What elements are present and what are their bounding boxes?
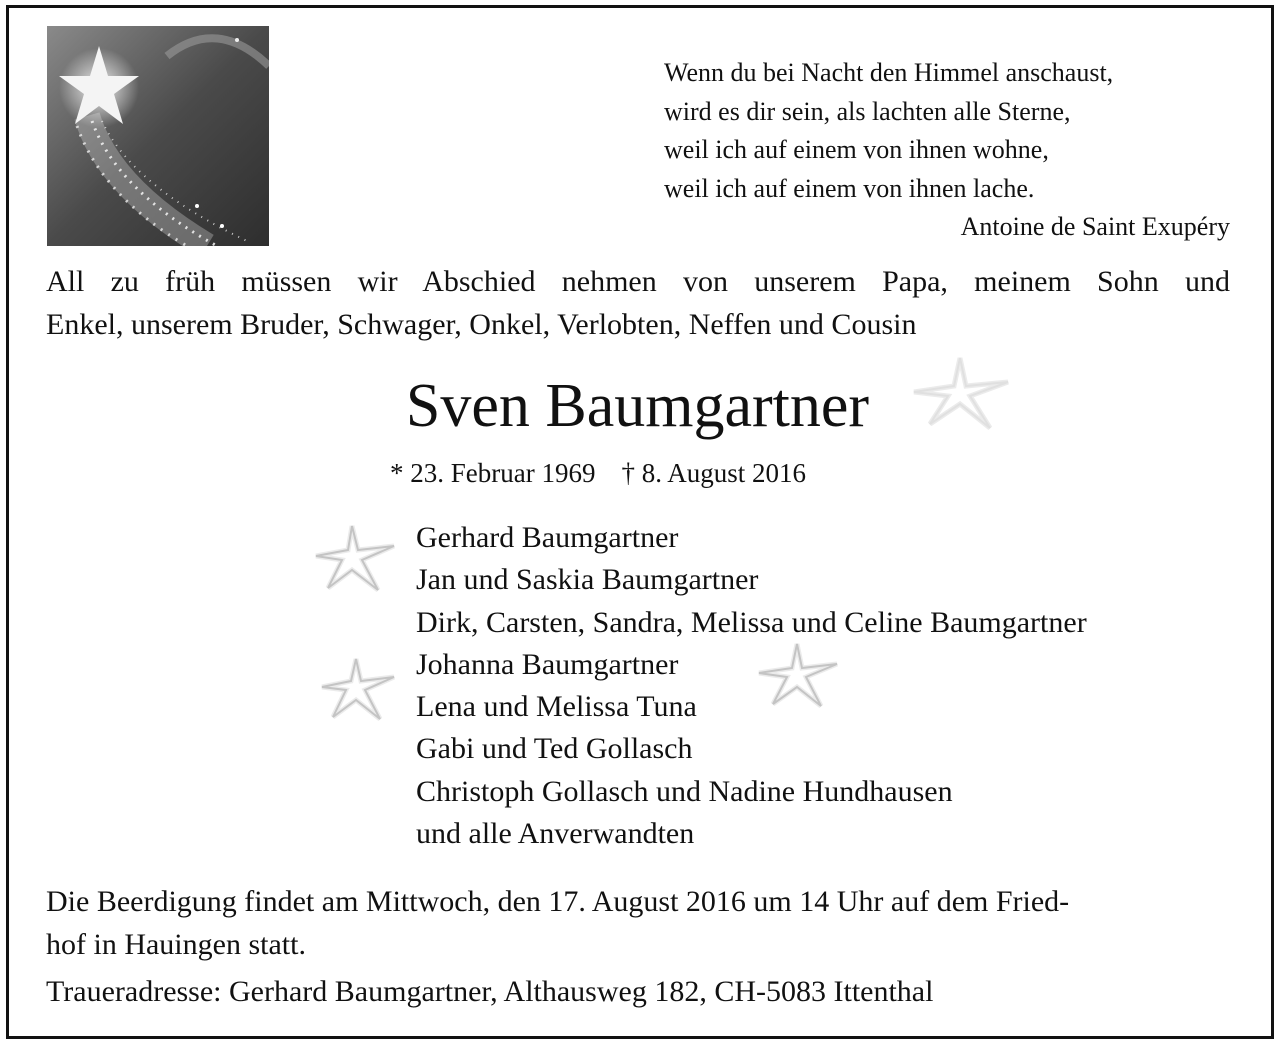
poem-line: Wenn du bei Nacht den Himmel anschaust,	[664, 58, 1114, 87]
death-date: † 8. August 2016	[621, 458, 806, 488]
poem-line: weil ich auf einem von ihnen lache.	[664, 173, 1035, 203]
mourner-entry: Gabi und Ted Gollasch	[416, 732, 693, 766]
sparkle-star-icon	[755, 640, 841, 712]
intro-line: All zu früh müssen wir Abschied nehmen von unserem Papa, meinem Sohn und	[46, 265, 1230, 298]
funeral-notice	[46, 880, 1230, 966]
mourning-address: Traueradresse: Gerhard Baumgartner, Althausweg 182, CH-5083 Ittenthal	[46, 975, 934, 1008]
sparkle-star-icon	[312, 522, 398, 596]
sparkle-star-icon	[318, 655, 398, 725]
shooting-star-photo	[47, 26, 269, 246]
mourner-entry: Dirk, Carsten, Sandra, Melissa und Celine Baumgartner	[416, 605, 1087, 639]
mourner-entry: Johanna Baumgartner	[416, 647, 679, 681]
birth-date: * 23. Februar 1969	[390, 458, 596, 488]
mourner-entry: Gerhard Baumgartner	[416, 521, 679, 554]
sparkle-star-icon	[908, 352, 1018, 436]
mourner-entry: und alle Anverwandten	[416, 817, 695, 851]
deceased-name: Sven Baumgartner	[405, 372, 870, 440]
mourner-entry: Christoph Gollasch und Nadine Hundhausen	[416, 774, 953, 808]
funeral-line: hof in Hauingen statt.	[46, 928, 306, 961]
intro-line: Enkel, unserem Bruder, Schwager, Onkel, Verlobten, Neffen und Cousin	[46, 308, 917, 341]
poem-line: wird es dir sein, als lachten alle Sterne,	[664, 96, 1071, 126]
life-dates	[390, 455, 806, 491]
intro-text	[46, 260, 1230, 346]
mourner-entry: Jan und Saskia Baumgartner	[416, 563, 759, 597]
mourner-entry: Lena und Melissa Tuna	[416, 690, 697, 724]
poem-author: Antoine de Saint Exupéry	[960, 212, 1230, 241]
poem	[664, 54, 1230, 247]
funeral-line: Die Beerdigung findet am Mittwoch, den 17. August 2016 um 14 Uhr auf dem Fried-	[46, 885, 1070, 918]
mourners-list	[416, 517, 1087, 855]
poem-line: weil ich auf einem von ihnen wohne,	[664, 135, 1049, 164]
